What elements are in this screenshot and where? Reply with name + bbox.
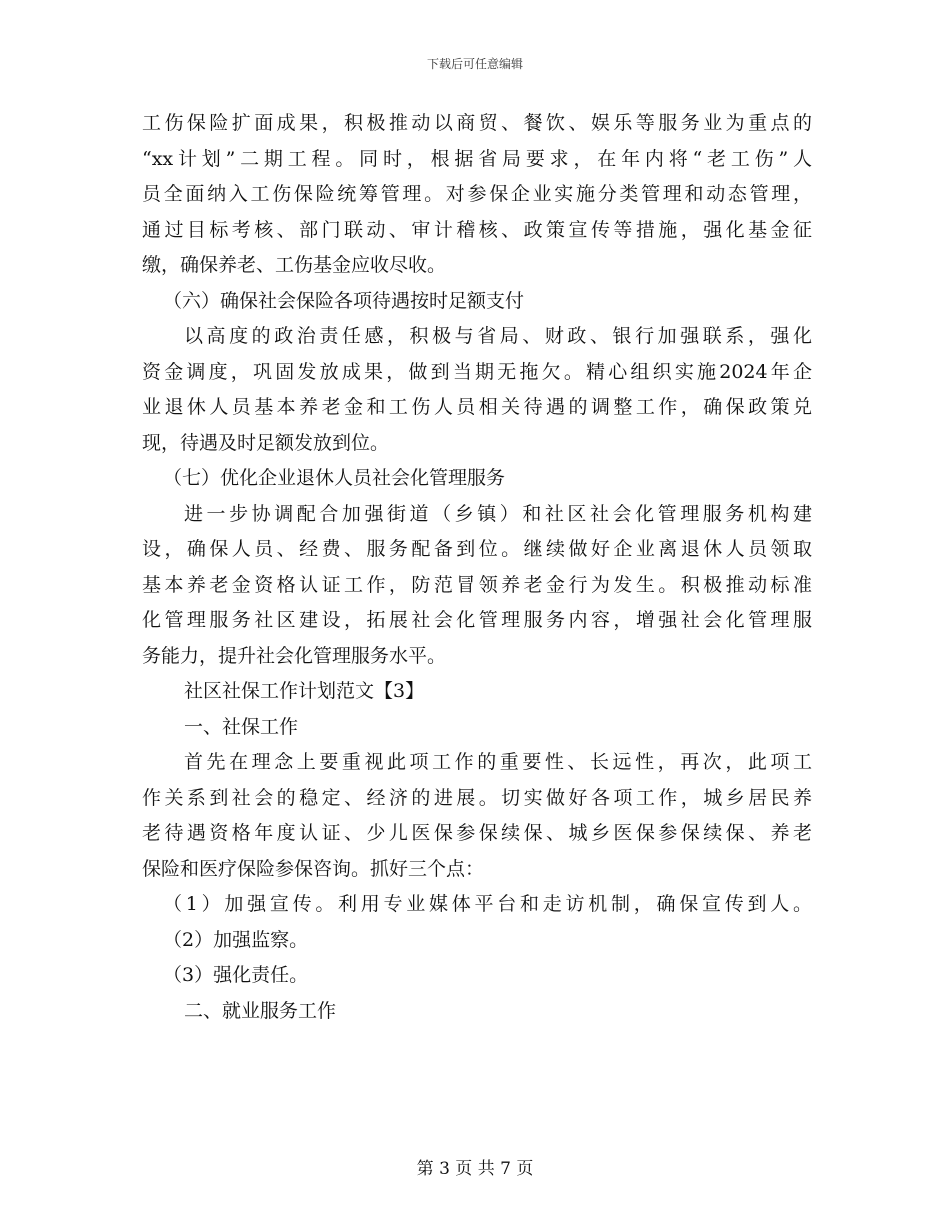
text-line: （3）强化责任。 [163,964,309,986]
text-line: 首先在理念上要重视此项工作的重要性、长远性，再次，此项工 [184,751,812,773]
page-header: 下载后可任意编辑 [426,57,523,71]
text-line: 作关系到社会的稳定、经济的进展。切实做好各项工作，城乡居民养 [142,786,812,809]
text-line: 设，确保人员、经费、服务配备到位。继续做好企业离退休人员领取 [142,538,812,560]
text-line: 社区社保工作计划范文【3】 [184,680,425,702]
text-line: 保险和医疗保险参保咨询。抓好三个点： [142,857,485,880]
text-line: （七）优化企业退休人员社会化管理服务 [163,467,506,489]
text-line: 工伤保险扩面成果，积极推动以商贸、餐饮、娱乐等服务业为重点的 [142,112,812,134]
text-line: （六）确保社会保险各项待遇按时足额支付 [163,289,525,312]
text-line: 二、就业服务工作 [184,999,337,1022]
text-line: 务能力，提升社会化管理服务水平。 [142,644,447,667]
text-line: 业退休人员基本养老金和工伤人员相关待遇的调整工作，确保政策兑 [142,396,812,418]
document-body [142,106,812,1029]
text-line: 基本养老金资格认证工作，防范冒领养老金行为发生。积极推动标准 [142,573,812,596]
text-line: 以高度的政治责任感，积极与省局、财政、银行加强联系，强化 [184,325,812,347]
page-footer: 第 3 页 共 7 页 [416,1159,534,1179]
text-line: 员全面纳入工伤保险统筹管理。对参保企业实施分类管理和动态管理， [142,183,812,205]
text-line: 化管理服务社区建设，拓展社会化管理服务内容，增强社会化管理服 [142,609,812,631]
text-line: 通过目标考核、部门联动、审计稽核、政策宣传等措施，强化基金征 [142,218,812,241]
text-line: （1）加强宣传。利用专业媒体平台和走访机制，确保宣传到人。 [163,893,812,915]
text-line: 老待遇资格年度认证、少儿医保参保续保、城乡医保参保续保、养老 [142,822,812,844]
text-line: （2）加强监察。 [163,928,309,951]
text-line: 一、社保工作 [184,715,299,738]
text-line: “xx计划”二期工程。同时，根据省局要求，在年内将“老工伤”人 [142,147,812,170]
text-line: 缴，确保养老、工伤基金应收尽收。 [142,254,447,276]
text-line: 资金调度，巩固发放成果，做到当期无拖欠。精心组织实施2024年企 [142,360,812,383]
text-line: 现，待遇及时足额发放到位。 [142,431,390,454]
text-line: 进一步协调配合加强街道（乡镇）和社区社会化管理服务机构建 [184,502,812,525]
